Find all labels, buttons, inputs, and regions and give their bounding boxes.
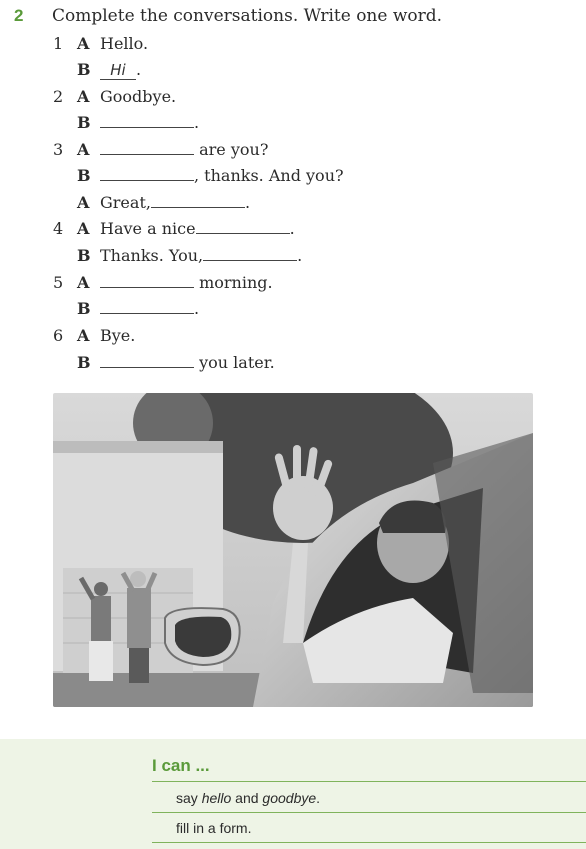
line-text-after: . bbox=[194, 113, 200, 132]
line-text: Hello. bbox=[100, 34, 149, 53]
speaker-label: A bbox=[77, 219, 90, 238]
line-content bbox=[100, 271, 273, 295]
speaker-label: A bbox=[77, 273, 90, 292]
item-emphasis: goodbye bbox=[262, 790, 317, 806]
answer-blank[interactable] bbox=[100, 353, 194, 368]
answer-blank[interactable] bbox=[196, 219, 290, 234]
line-text-after: . bbox=[136, 60, 142, 79]
line-text: Goodbye. bbox=[100, 87, 177, 106]
exercise-number: 2 bbox=[14, 6, 24, 25]
item-emphasis: hello bbox=[201, 790, 232, 806]
speaker-label: A bbox=[77, 140, 90, 159]
photo-man-waving-from-car bbox=[53, 393, 533, 707]
line-content bbox=[100, 217, 295, 241]
speaker-label: A bbox=[77, 326, 90, 345]
line-text-after: . bbox=[244, 193, 251, 212]
photo-illustration bbox=[53, 393, 533, 707]
speaker-label: B bbox=[77, 60, 91, 79]
line-content bbox=[100, 138, 268, 162]
answer-blank[interactable] bbox=[151, 193, 245, 208]
i-can-item-hello-goodbye bbox=[176, 790, 320, 806]
item-number: 3 bbox=[53, 140, 64, 159]
item-number: 4 bbox=[53, 219, 64, 238]
line-text-before: Have a nice bbox=[100, 219, 196, 238]
answer-blank[interactable] bbox=[100, 166, 194, 181]
line-content bbox=[100, 351, 275, 375]
answer-blank[interactable] bbox=[100, 113, 194, 128]
speaker-label: A bbox=[77, 87, 90, 106]
line-content bbox=[100, 164, 344, 188]
i-can-item-form: fill in a form. bbox=[176, 820, 252, 836]
answer-blank[interactable] bbox=[100, 299, 194, 314]
line-text-after: . bbox=[297, 246, 303, 265]
line-text-after: you later. bbox=[199, 353, 275, 372]
exercise-instructions: Complete the conversations. Write one word. bbox=[52, 6, 443, 26]
line-text-before: Thanks. You, bbox=[100, 246, 204, 265]
speaker-label: B bbox=[77, 166, 91, 185]
item-number: 2 bbox=[53, 87, 64, 106]
i-can-title: I can ... bbox=[152, 756, 210, 775]
item-number: 5 bbox=[53, 273, 64, 292]
line-content bbox=[100, 111, 199, 135]
speaker-label: B bbox=[77, 353, 91, 372]
line-content bbox=[100, 297, 199, 321]
line-text-after: . bbox=[194, 299, 200, 318]
speaker-label: B bbox=[77, 113, 91, 132]
item-text: say bbox=[176, 790, 202, 806]
line-text-after: morning. bbox=[199, 273, 273, 292]
speaker-label: A bbox=[77, 193, 90, 212]
line-text-before: Great, bbox=[100, 193, 151, 212]
answer-blank[interactable] bbox=[203, 246, 297, 261]
item-text: and bbox=[231, 790, 263, 806]
item-text: . bbox=[316, 790, 321, 806]
speaker-label: B bbox=[77, 299, 91, 318]
answer-blank[interactable] bbox=[100, 140, 194, 155]
divider bbox=[152, 842, 586, 843]
speaker-label: A bbox=[77, 34, 90, 53]
line-text-after: are you? bbox=[199, 140, 269, 159]
item-number: 6 bbox=[53, 326, 64, 345]
line-text-after: , thanks. And you? bbox=[194, 166, 344, 185]
line-content bbox=[100, 191, 250, 215]
line-content bbox=[100, 58, 141, 82]
speaker-label: B bbox=[77, 246, 91, 265]
example-answer: Hi bbox=[100, 61, 136, 80]
answer-blank[interactable] bbox=[100, 273, 194, 288]
item-number: 1 bbox=[53, 34, 64, 53]
line-text-after: . bbox=[289, 219, 295, 238]
line-content bbox=[100, 244, 302, 268]
divider bbox=[152, 812, 586, 813]
line-text: Bye. bbox=[100, 326, 136, 345]
divider bbox=[152, 781, 586, 782]
